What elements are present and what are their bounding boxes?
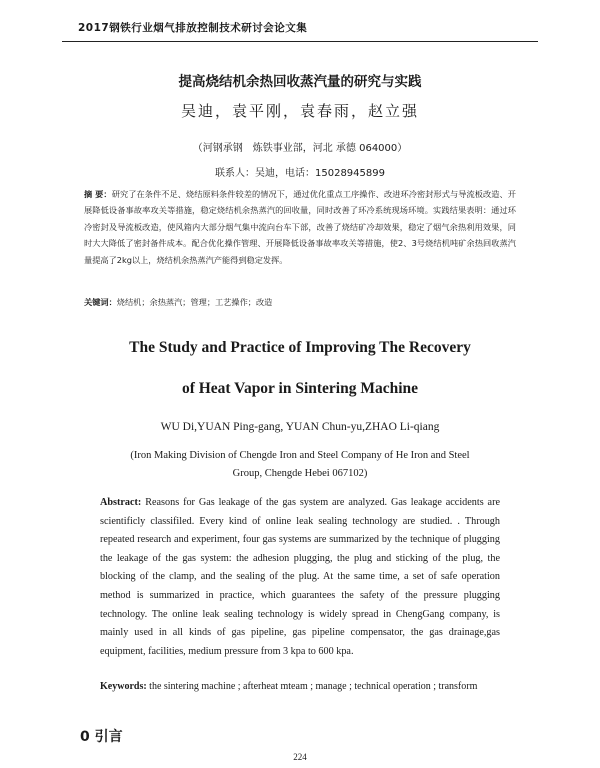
- chinese-keywords-label: 关键词：: [84, 297, 117, 307]
- english-affiliation: (Iron Making Division of Chengde Iron and Steel Company of He Iron and Steel Group, Chengde Hebei 067102): [130, 450, 470, 479]
- chinese-authors: 吴迪，袁平刚，袁春雨，赵立强: [180, 102, 419, 120]
- header-rule: [62, 41, 538, 42]
- english-keywords: [100, 681, 520, 692]
- english-title-line1: The Study and Practice of Improving The Recovery: [129, 339, 471, 356]
- chinese-abstract-label: 摘 要：: [84, 189, 112, 199]
- chinese-affiliation: （河钢承钢 炼铁事业部，河北 承德 064000）: [192, 143, 408, 154]
- page-number: 224: [293, 752, 307, 762]
- chinese-abstract-text: 研究了在条件不足、烧结原料条件较差的情况下，通过优化重点工序操作、改进环冷密封形式与导流板改造、开展降低设备事故率攻关等措施，稳定烧结机余热蒸汽的回收量，同时改善了环冷系统现场环境。实践结果表明：通过环冷密封及导流板改造，使风箱内大部分烟气集中流向台车下部，改善了烧结矿冷却效果，稳定了烟气余热利用效果，同时大大降低了密封备件成本。配合优化操作管理、开展降低设备事故率攻关等措施，使2、3号烧结机吨矿余热回收蒸汽量提高了2kg以上，烧结机余热蒸汽产能得到稳定发挥。: [84, 189, 516, 265]
- english-keywords-text: the sintering machine ; afterheat mteam ; manage ; technical operation ; transform: [146, 681, 478, 692]
- section-heading-introduction: 0 引言: [80, 729, 123, 745]
- english-abstract: [100, 494, 500, 661]
- chinese-keywords-text: 烧结机；余热蒸汽；管理；工艺操作；改造: [116, 297, 273, 307]
- english-abstract-text: Reasons for Gas leakage of the gas system are analyzed. Gas leakage accidents are scientificly classifiled. Every kind of online leak sealing technology are studied. . Through repeated research and experiment, four gas systems are summarized by the technique of plugging the leakage of the gas system: the adhesion plugging, the plug and sticking of the plug, the blocking of the clamp, and the sealing of the plug. At the same time, a set of safe operation method is summarized in practice, which guarantees the safety of the pressure plugging technology. The online leak sealing technology is widely spread in ChengGang company, is mainly used in all kinds of gas pipeline, gas pipeline compensator, the gas drainage,gas equipment, facilities, medium pressure from 3 kpa to 600 kpa.: [100, 497, 500, 657]
- chinese-abstract: [84, 186, 516, 268]
- chinese-keywords: [84, 297, 516, 308]
- english-authors: WU Di,YUAN Ping-gang, YUAN Chun-yu,ZHAO Li-qiang: [160, 421, 440, 433]
- running-header: 2017钢铁行业烟气排放控制技术研讨会论文集: [78, 22, 308, 34]
- english-abstract-label: Abstract:: [100, 497, 142, 508]
- english-title-line2: of Heat Vapor in Sintering Machine: [181, 380, 419, 397]
- english-keywords-label: Keywords:: [100, 681, 147, 692]
- chinese-contact: 联系人：吴迪，电话：15028945899: [215, 168, 385, 179]
- chinese-title: 提高烧结机余热回收蒸汽量的研究与实践: [178, 74, 422, 90]
